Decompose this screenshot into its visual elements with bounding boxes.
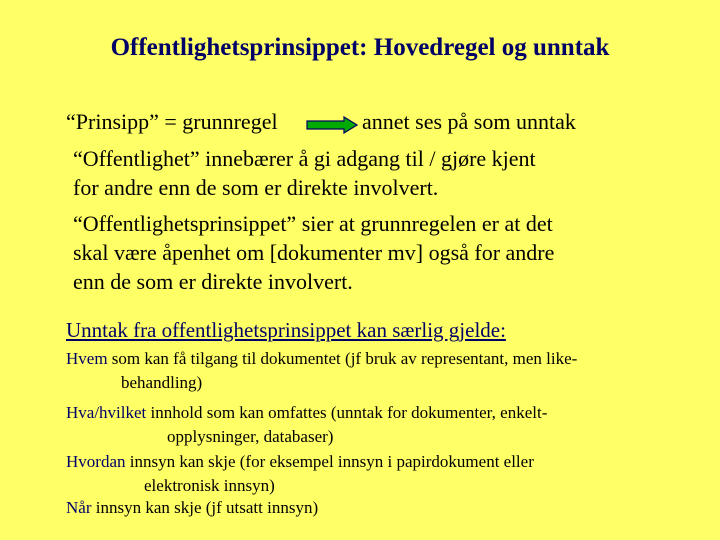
paragraph-prinsipp-line2: skal være åpenhet om [dokumenter mv] også for andre <box>73 240 555 265</box>
paragraph-offentlighet-line2: for andre enn de som er direkte involvert. <box>73 175 439 200</box>
exception-keyword: Hvem <box>66 349 108 368</box>
paragraph-offentlighet-line1: “Offentlighet” innebærer å gi adgang til / gjøre kjent <box>73 146 536 171</box>
slide-title: Offentlighetsprinsippet: Hovedregel og unntak <box>110 34 610 61</box>
exception-text: innsyn kan skje (for eksempel innsyn i papirdokument eller <box>125 452 534 471</box>
exception-text: innsyn kan skje (jf utsatt innsyn) <box>91 498 319 517</box>
right-arrow-icon <box>306 116 358 134</box>
paragraph-prinsipp-line3: enn de som er direkte involvert. <box>73 269 353 294</box>
principle-right-text: annet ses på som unntak <box>362 109 576 134</box>
exception-item-hvem <box>66 349 577 369</box>
exception-item-hvordan-cont: elektronisk innsyn) <box>144 476 275 495</box>
exceptions-heading: Unntak fra offentlighetsprinsippet kan særlig gjelde: <box>66 318 506 342</box>
exception-item-hvem-cont: behandling) <box>121 373 203 392</box>
exception-item-hva <box>66 403 547 423</box>
paragraph-prinsipp-line1: “Offentlighetsprinsippet” sier at grunnregelen er at det <box>73 211 553 236</box>
exception-item-nar <box>66 498 318 518</box>
principle-left-text: “Prinsipp” = grunnregel <box>66 109 278 134</box>
exception-text: som kan få tilgang til dokumentet (jf bruk av representant, men like- <box>107 349 578 368</box>
exception-keyword: Hva/hvilket <box>66 403 147 422</box>
exception-keyword: Når <box>66 498 92 517</box>
exception-text: innhold som kan omfattes (unntak for dokumenter, enkelt- <box>146 403 548 422</box>
exception-item-hvordan <box>66 452 534 472</box>
exception-keyword: Hvordan <box>66 452 126 471</box>
exception-item-hva-cont: opplysninger, databaser) <box>167 427 334 446</box>
